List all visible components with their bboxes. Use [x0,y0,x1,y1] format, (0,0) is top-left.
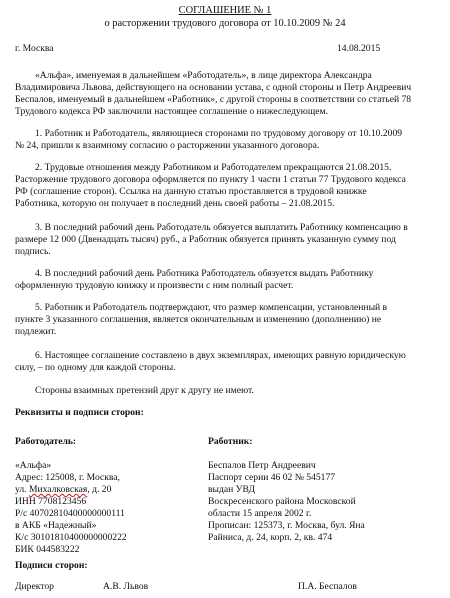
employee-registration: Прописан: 125373, г. Москва, бул. Яна [208,520,365,531]
clause-3-line: размере 12 000 (Двенадцать тысяч) руб., а Работник обязуется принять указанную сумму под [15,234,396,245]
employer-account: Р/с 40702810400000000111 [15,508,125,519]
employee-issuer: Воскресенского района Московской [208,496,356,507]
preamble-line: Беспалов, именуемый в дальнейшем «Работник», с другой стороны в соответствии со статьей 78 [15,94,412,105]
employee-registration: Райниса, д. 24, корп. 2, кв. 474 [208,532,333,543]
clause-5-line: 5. Работник и Работодатель подтверждают, что размер компенсации, установленный в [35,302,388,313]
employer-signatory-role: Директор [15,581,54,592]
employer-heading: Работодатель: [15,436,77,447]
clause-4-line: оформленную трудовую книжку и произвести с ним полный расчет. [15,280,294,291]
employee-passport-issued-by: выдан УВД [208,484,256,495]
city: г. Москва [15,43,54,54]
employer-street [15,484,111,496]
employer-address: Адрес: 125008, г. Москва, [15,472,120,483]
preamble-line: Трудового кодекса РФ заключили настоящее соглашение о нижеследующем. [15,106,328,117]
clause-6-line: 6. Настоящее соглашение составлено в двух экземплярах, имеющих равную юридическую [35,350,406,361]
clause-2-line: РФ (соглашение сторон). Ссылка на данную статью проставляется в трудовой книжке [15,186,367,197]
clause-4-line: 4. В последний рабочий день Работника Работодатель обязуется выдать Работнику [35,268,374,279]
clause-3-line: подпись. [15,246,51,257]
employee-name: Беспалов Петр Андреевич [208,460,316,471]
preamble-line: «Альфа», именуемая в дальнейшем «Работодатель», в лице директора Александра [35,70,372,81]
clause-1-line: № 24, пришли к взаимному согласию о расторжении указанного договора. [15,140,320,151]
employee-heading: Работник: [208,436,253,447]
clause-1-line: 1. Работник и Работодатель, являющиеся сторонами по трудовому договору от 10.10.2009 [35,128,403,139]
clause-2-line: Расторжение трудового договора оформляется по пункту 1 части 1 статьи 77 Трудового кодекса [15,174,406,185]
signatures-heading: Подписи сторон: [15,560,88,571]
clause-2-line: 2. Трудовые отношения между Работником и Работодателем прекращаются 21.08.2015. [35,162,392,173]
employer-inn: ИНН 7708123456 [15,496,87,507]
document-subtitle: о расторжении трудового договора от 10.10.2009 № 24 [104,18,346,29]
clause-2-line: Работника, которую он получает в последний день своей работы – 21.08.2015. [15,198,335,209]
no-claims-statement: Стороны взаимных претензий друг к другу не имеют. [35,385,254,396]
document-date: 14.08.2015 [337,43,381,54]
employee-issue-date: области 15 апреля 2002 г. [208,508,312,519]
employer-bik: БИК 044583222 [15,544,80,555]
clause-6-line: силу, – по одному для каждой стороны. [15,362,176,373]
employee-passport: Паспорт серии 46 02 № 545177 [208,472,336,483]
preamble-line: Владимировича Львова, действующего на основании устава, с одной стороны и Петр Андреевич [15,82,412,93]
clause-5-line: подлежит. [15,326,57,337]
street-name: Михалковская [28,484,88,495]
requisites-heading: Реквизиты и подписи сторон: [15,407,144,418]
clause-3-line: 3. В последний рабочий день Работодатель обязуется выплатить Работнику компенсацию в [35,222,408,233]
document-title: СОГЛАШЕНИЕ № 1 [178,5,272,16]
employee-signatory-name: П.А. Беспалов [298,581,357,592]
street-prefix: ул. [15,484,29,495]
employer-name: «Альфа» [15,460,52,471]
employer-corr-account: К/с 30101810400000000222 [15,532,127,543]
street-suffix: , д. 20 [87,484,112,495]
employer-signatory-name: А.В. Львов [103,581,149,592]
employer-bank: в АКБ «Надежный» [15,520,97,531]
clause-5-line: пункте 3 указанного соглашения, является окончательным и изменению (дополнению) не [15,314,382,325]
